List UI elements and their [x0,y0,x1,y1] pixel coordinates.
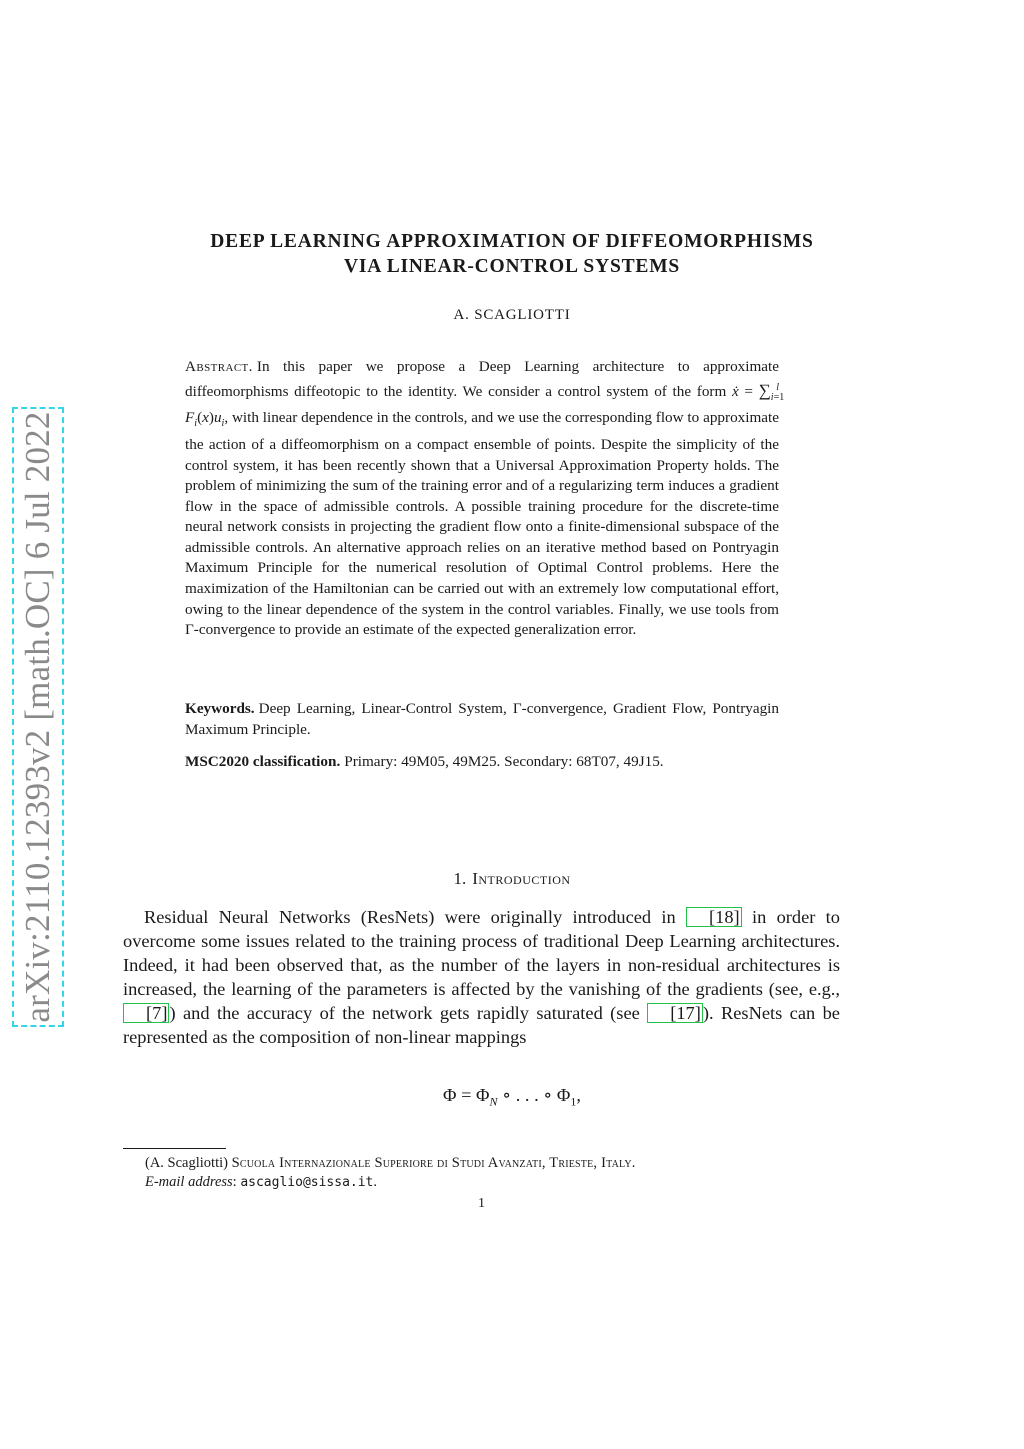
arxiv-identifier: arXiv:2110.12393v2 [math.OC] 6 Jul 2022 [18,411,57,1023]
section-number: 1. [453,869,467,888]
msc-classification [185,752,779,773]
section-heading [0,869,1024,889]
section-title: Introduction [472,869,571,888]
abstract-text-part-2: , with linear dependence in the controls, and we use the corresponding flow to approximate the action of a diffeomorphism on a compact ensemble of points. Despite the simplicity of the control system, it has been recently shown that a Universal Approximation Property holds. The problem of minimizing the sum of the training error and of a regularizing term induces a gradient flow in the space of admissible controls. A possible training procedure for the discrete-time neural network consists in projecting the gradient flow onto a finite-dimensional subspace of the admissible controls. An alternative approach relies on an iterative method based on Pontryagin Maximum Principle for the numerical resolution of Optimal Control problems. Here the maximization of the Hamiltonian can be carried out with an extremely low computational effort, owing to the linear dependence of the system in the control variables. Finally, we use tools from Γ-convergence to provide an estimate of the expected generalization error. [185,409,779,639]
citation-link[interactable]: [17] [647,1003,703,1023]
citation-link[interactable]: [18] [686,907,742,927]
footnote-author: (A. Scagliotti) [145,1155,228,1171]
institution: Scuola Internazionale Superiore di Studi Avanzati, Trieste, Italy. [231,1155,636,1171]
email-address[interactable]: ascaglio@sissa.it [240,1175,374,1190]
email-label: E-mail address [145,1174,233,1190]
arxiv-stamp[interactable] [12,407,64,1027]
abstract [185,357,785,641]
keywords [185,699,779,740]
abstract-label: Abstract. [185,358,253,375]
keywords-label: Keywords. [185,700,255,717]
msc-label: MSC2020 classification. [185,753,341,770]
author-name: A. SCAGLIOTTI [453,307,571,323]
msc-text: Primary: 49M05, 49M25. Secondary: 68T07, 49J15. [344,753,664,770]
intro-text-4: ). ResNets can be represented as the composition of non-linear mappings [123,1003,840,1047]
title-line-1: DEEP LEARNING APPROXIMATION OF DIFFEOMORPHISMS [210,231,814,252]
paper-title [0,229,1024,279]
intro-text-3: ) and the accuracy of the network gets rapidly saturated (see [169,1003,648,1023]
intro-text-2: in order to overcome some issues related to the training process of traditional Deep Learning architectures. Indeed, it had been observed that, as the number of the layers in non-residual architectures is increased, the learning of the parameters is affected by the vanishing of the gradients (see, e.g., [123,907,840,999]
author-footnote [145,1154,845,1192]
citation-link[interactable]: [7] [123,1003,169,1023]
introduction-paragraph [123,905,840,1049]
email-line: E-mail address: ascaglio@sissa.it. [145,1174,378,1190]
affiliation-line [145,1154,845,1173]
keywords-text: Deep Learning, Linear-Control System, Γ-convergence, Gradient Flow, Pontryagin Maximum Principle. [185,700,779,738]
title-line-2: VIA LINEAR-CONTROL SYSTEMS [343,256,681,277]
page-number: 1 [478,1196,485,1211]
display-equation: $\Phi = \Phi_N$ ∘ . . . ∘ $\Phi_1$, [443,1085,581,1109]
intro-text-1: Residual Neural Networks (ResNets) were originally introduced in [144,907,687,927]
abstract-inline-equation: ẋ = $\sum_{i=1}^l$ $F_i(x)u_i$ [185,380,785,430]
footnote-rule [123,1148,226,1149]
abstract-text-part-1: In this paper we propose a Deep Learning architecture to approximate diffeomorphisms diffeotopic to the identity. We consider a control system of the form [185,358,779,400]
